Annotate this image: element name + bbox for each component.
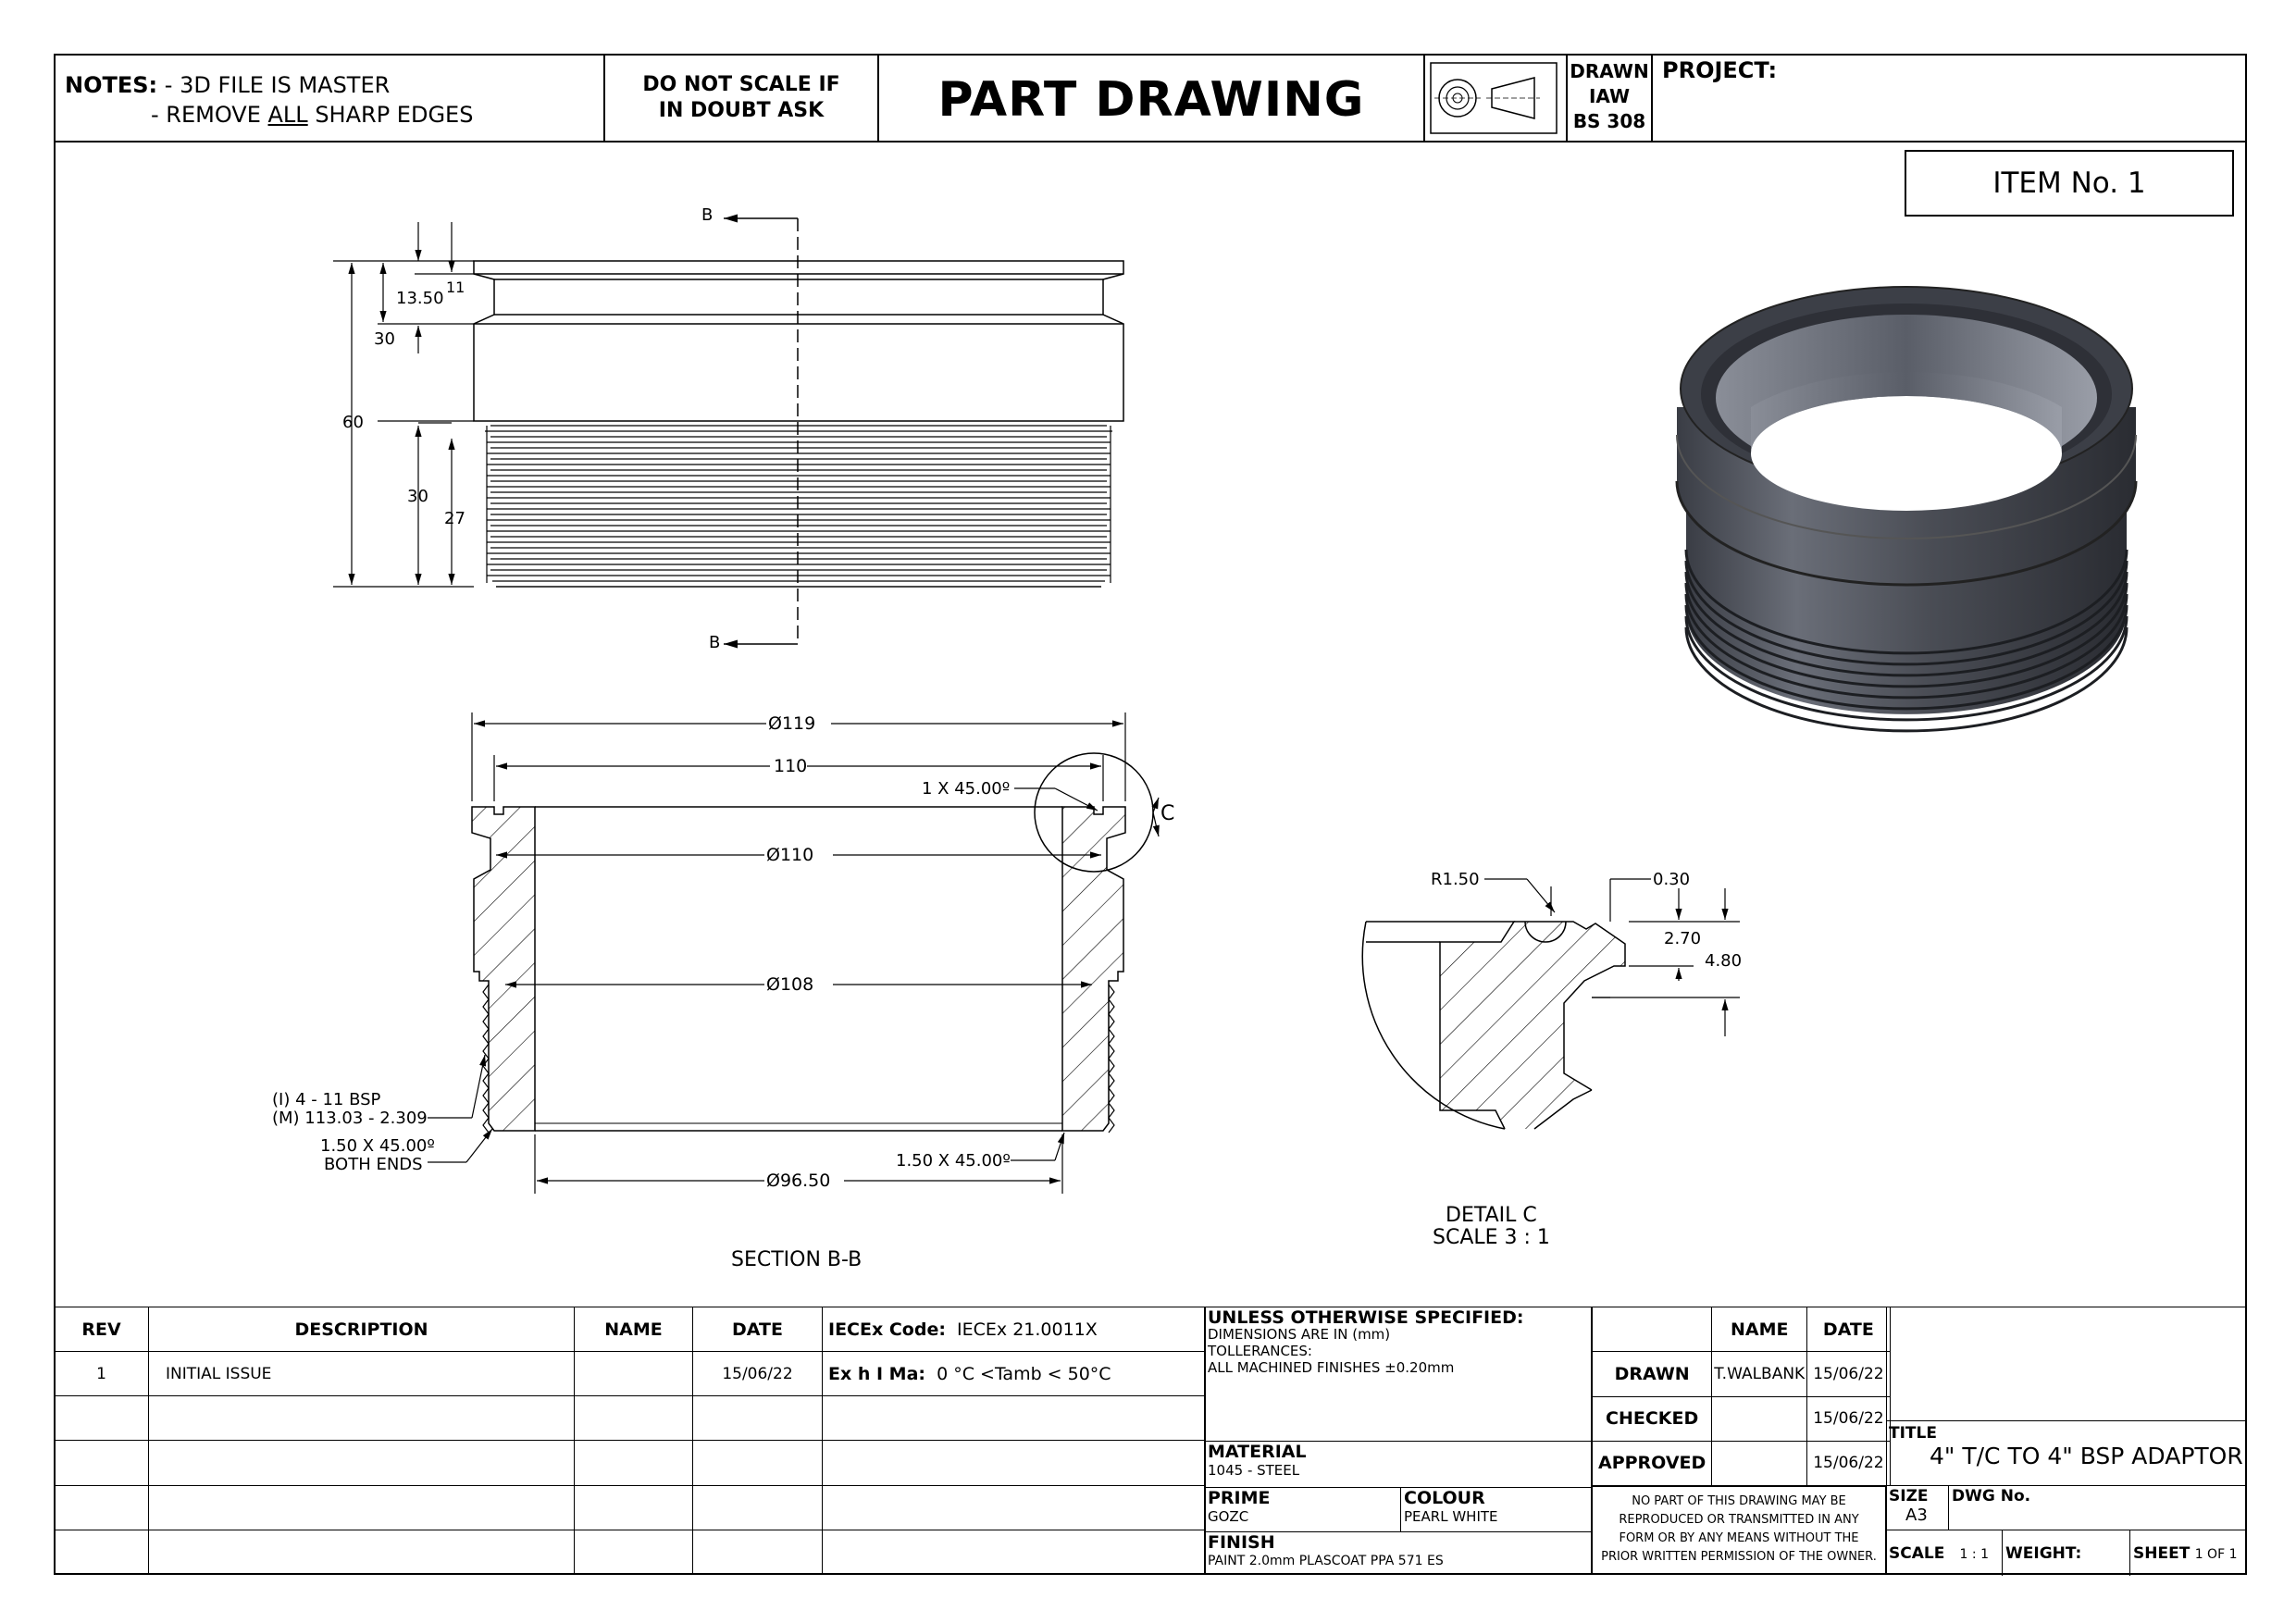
size-value: A3 — [1905, 1505, 1928, 1525]
approved-row-label: APPROVED — [1593, 1441, 1712, 1485]
iecex-code-value: IECEx 21.0011X — [957, 1319, 1098, 1340]
name-value — [575, 1352, 693, 1396]
description-value: INITIAL ISSUE — [149, 1352, 575, 1396]
dim-11: 11 — [446, 279, 465, 296]
drawn-name: T.WALBANK — [1712, 1352, 1807, 1396]
chamfer-inner: 1.50 X 45.00º — [896, 1151, 1011, 1171]
project-label: PROJECT: — [1662, 57, 1778, 83]
drawn-label: DRAWN — [1570, 60, 1649, 82]
description-header: DESCRIPTION — [149, 1307, 575, 1352]
detail-030: 0.30 — [1653, 870, 1691, 889]
chamfer-top: 1 X 45.00º — [922, 779, 1011, 799]
title-label: TITLE — [1889, 1424, 1937, 1443]
approvals-table — [1592, 1307, 1891, 1486]
scale-label: SCALE — [1889, 1544, 1945, 1563]
dim-110: 110 — [774, 756, 808, 776]
detail-scale: SCALE 3 : 1 — [1433, 1226, 1550, 1249]
unless-specified: UNLESS OTHERWISE SPECIFIED: — [1208, 1307, 1524, 1328]
section-arrow-top-label: B — [701, 205, 714, 225]
thread-spec-1: (I) 4 - 11 BSP — [272, 1090, 381, 1109]
sheet-value: 1 OF 1 — [2194, 1547, 2238, 1562]
drawn-row-label: DRAWN — [1593, 1352, 1712, 1396]
dim-27: 27 — [444, 509, 465, 528]
sheet-label: SHEET — [2133, 1544, 2191, 1563]
date-value: 15/06/22 — [693, 1352, 823, 1396]
dim-13-50: 13.50 — [396, 289, 444, 308]
item-number: ITEM No. 1 — [1992, 167, 2146, 200]
revision-row-empty — [55, 1396, 1205, 1441]
date-header: DATE — [693, 1307, 823, 1352]
exh-label: Ex h I Ma: — [828, 1363, 926, 1384]
dim-30a: 30 — [374, 329, 395, 349]
copyright-notice — [1592, 1486, 1886, 1575]
scale-warning-2: IN DOUBT ASK — [658, 99, 825, 122]
drawing-title: 4" T/C TO 4" BSP ADAPTOR — [1930, 1443, 2243, 1469]
iaw-label: IAW — [1588, 85, 1631, 107]
section-arrow-bottom-label: B — [709, 633, 721, 652]
dim-60: 60 — [342, 413, 364, 432]
standard-label: BS 308 — [1572, 110, 1646, 132]
dia-110: Ø110 — [766, 845, 814, 865]
section-view — [472, 753, 1159, 1133]
approvals-date-header: DATE — [1807, 1307, 1890, 1352]
notes-line-2-end: SHARP EDGES — [307, 102, 474, 128]
checked-date: 15/06/22 — [1807, 1396, 1890, 1441]
rev-header: REV — [55, 1307, 149, 1352]
exh-value: 0 °C <Tamb < 50°C — [937, 1363, 1111, 1384]
drawn-date: 15/06/22 — [1807, 1352, 1890, 1396]
notes-underline: ALL — [267, 102, 308, 128]
detail-radius: R1.50 — [1431, 870, 1480, 889]
dim-30b: 30 — [407, 487, 428, 506]
notes-line-2: - REMOVE — [151, 102, 268, 128]
material-label: MATERIAL — [1208, 1442, 1307, 1462]
thread-spec-2: (M) 113.03 - 2.309 — [272, 1109, 428, 1128]
scale-value: 1 : 1 — [1959, 1547, 1989, 1562]
revision-row — [55, 1352, 1205, 1396]
revision-table — [54, 1307, 1205, 1575]
tolerances-value: ALL MACHINED FINISHES ±0.20mm — [1208, 1359, 1455, 1376]
material-value: 1045 - STEEL — [1208, 1462, 1300, 1479]
dimensions-note: DIMENSIONS ARE IN (mm) — [1208, 1326, 1391, 1343]
finish-value: PAINT 2.0mm PLASCOAT PPA 571 ES — [1208, 1554, 1444, 1568]
approvals-name-header: NAME — [1712, 1307, 1807, 1352]
checked-row-label: CHECKED — [1593, 1396, 1712, 1441]
scale-warning-1: DO NOT SCALE IF — [642, 73, 840, 96]
chamfer-ends-1: 1.50 X 45.00º — [320, 1136, 435, 1156]
detail-view — [1362, 922, 1625, 1129]
weight-label: WEIGHT: — [2005, 1544, 2082, 1563]
title-block — [1886, 1307, 2247, 1575]
colour-label: COLOUR — [1404, 1488, 1485, 1508]
name-header: NAME — [575, 1307, 693, 1352]
prime-value: GOZC — [1208, 1508, 1249, 1525]
dia-108: Ø108 — [766, 974, 814, 995]
detail-480: 4.80 — [1705, 951, 1743, 971]
rev-value: 1 — [55, 1352, 149, 1396]
notes-line-1: - 3D FILE IS MASTER — [164, 72, 391, 98]
notice-line-2: REPRODUCED OR TRANSMITTED IN ANY — [1619, 1513, 1859, 1527]
section-dimension-labels — [272, 713, 1174, 1271]
dia-119: Ø119 — [768, 713, 816, 734]
prime-label: PRIME — [1208, 1488, 1271, 1508]
detail-marker: C — [1160, 802, 1175, 825]
isometric-render — [1677, 287, 2136, 731]
dwg-no-label: DWG No. — [1952, 1487, 2031, 1505]
approved-date: 15/06/22 — [1807, 1441, 1890, 1485]
revision-row-empty — [55, 1485, 1205, 1530]
tolerances-label: TOLLERANCES: — [1208, 1343, 1312, 1359]
dia-96-50: Ø96.50 — [766, 1171, 831, 1191]
revision-row-empty — [55, 1441, 1205, 1485]
colour-value: PEARL WHITE — [1404, 1508, 1498, 1525]
finish-label: FINISH — [1208, 1532, 1275, 1553]
spec-block — [1205, 1307, 1592, 1575]
chamfer-ends-2: BOTH ENDS — [324, 1155, 423, 1174]
exh-cell — [823, 1352, 1205, 1396]
revision-row-empty — [55, 1530, 1205, 1574]
detail-label: DETAIL C — [1446, 1204, 1537, 1227]
iecex-code-label: IECEx Code: — [828, 1319, 946, 1340]
thread-lines — [485, 426, 1112, 587]
drawing-type-title: PART DRAWING — [937, 72, 1365, 128]
notice-line-1: NO PART OF THIS DRAWING MAY BE — [1632, 1494, 1846, 1508]
size-label: SIZE — [1889, 1487, 1929, 1505]
elevation-dimensions — [342, 205, 720, 652]
detail-270: 2.70 — [1664, 929, 1702, 948]
iecex-code-cell — [823, 1307, 1205, 1352]
notes-label: NOTES: — [65, 72, 158, 98]
notice-line-4: PRIOR WRITTEN PERMISSION OF THE OWNER. — [1601, 1550, 1877, 1564]
notice-line-3: FORM OR BY ANY MEANS WITHOUT THE — [1619, 1531, 1859, 1545]
section-label: SECTION B-B — [731, 1248, 863, 1271]
